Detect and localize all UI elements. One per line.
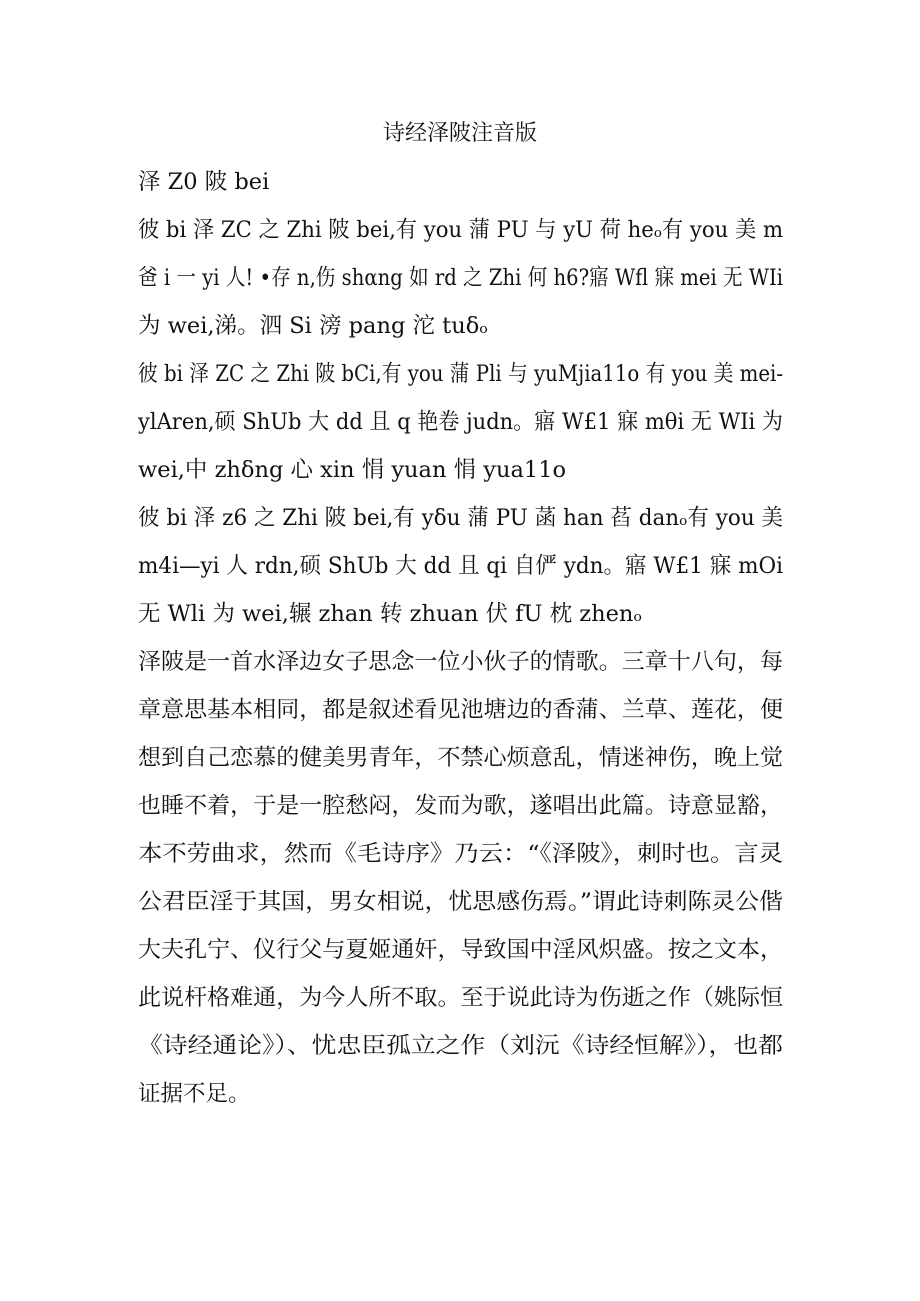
commentary-line-7: 大夫孔宁、仪行父与夏姬通奸，导致国中淫风炽盛。按之文本， xyxy=(138,937,784,963)
stanza-2-line-2: ylAren,硕 ShUb 大 dd 且 q 艳卷 judn。寤 W£1 寐 mθi 无 WIi 为 xyxy=(138,409,783,435)
commentary-line-5: 本不劳曲求，然而《毛诗序》乃云：“《泽陂》，刺时也。言灵 xyxy=(138,841,784,867)
poem-heading xyxy=(138,166,269,198)
commentary-line-4: 也睡不着，于是一腔愁闷，发而为歌，遂唱出此篇。诗意显豁， xyxy=(138,793,784,819)
commentary-line-6: 公君臣淫于其国，男女相说，忧思感伤焉。”谓此诗刺陈灵公偕 xyxy=(138,889,784,915)
stanza-2-line-3: wei,中 zhδng 心 xin 悁 yuan 悁 yua11o xyxy=(138,457,567,483)
stanza-3-line-3: 无 Wli 为 wei,辗 zhan 转 zhuan 伏 fU 枕 zhenₒ xyxy=(138,601,643,627)
stanza-1-line-3: 为 wei,涕。泗 Si 滂 pang 沱 tuδₒ xyxy=(138,313,488,339)
stanza-3-line-1: 彼 bi 泽 z6 之 Zhi 陂 bei,有 yδu 蒲 PU 菡 han 萏 danₒ有 you 美 xyxy=(138,505,783,531)
document-title: 诗经泽陂注音版 xyxy=(382,121,537,146)
commentary-line-9: 《诗经通论》）、忧忠臣孤立之作（刘沅《诗经恒解》），也都 xyxy=(138,1033,783,1059)
commentary-line-1: 泽陂是一首水泽边女子思念一位小伙子的情歌。三章十八句，每 xyxy=(138,649,784,675)
stanza-2-line-1: 彼 bi 泽 ZC 之 Zhi 陂 bCi,有 you 蒲 Pli 与 yuMjia11o 有 you 美 mei- xyxy=(138,361,784,387)
commentary-line-8: 此说杆格难通，为今人所不取。至于说此诗为伤逝之作（姚际恒 xyxy=(138,985,784,1011)
stanza-1-line-1: 彼 bi 泽 ZC 之 Zhi 陂 bei,有 you 蒲 PU 与 yU 荷 heₒ有 you 美 m xyxy=(138,217,784,243)
commentary-line-10: 证据不足。 xyxy=(138,1081,251,1107)
commentary-line-2: 章意思基本相同，都是叙述看见池塘边的香蒲、兰草、莲花，便 xyxy=(138,697,784,723)
stanza-1-line-2: 爸 i 一 yi 人! •存 n,伤 shαng 如 rd 之 Zhi 何 h6?寤 Wfl 寐 mei 无 WIi xyxy=(138,265,784,291)
stanza-3-line-2: m4i—yi 人 rdn,硕 ShUb 大 dd 且 qi 自俨 ydn。寤 W£1 寐 mOi xyxy=(138,553,784,579)
poem-heading-text: 泽 Z0 陂 bei xyxy=(138,169,270,195)
commentary-line-3: 想到自己恋慕的健美男青年，不禁心烦意乱，情迷神伤，晚上觉 xyxy=(138,745,784,771)
